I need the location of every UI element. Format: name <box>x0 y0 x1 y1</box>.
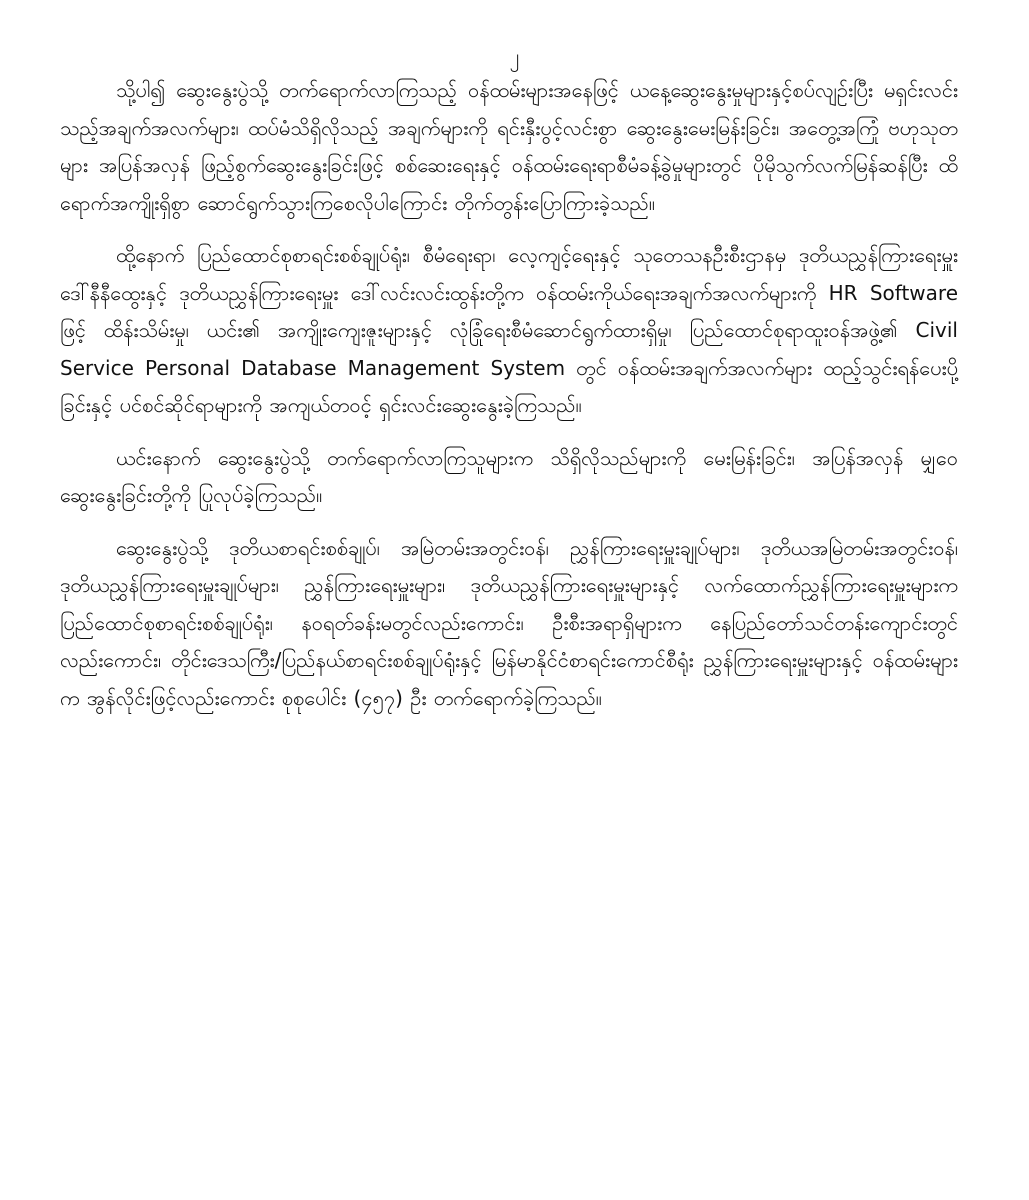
paragraph-4: ဆွေးနွေးပွဲသို့ ဒုတိယစာရင်းစစ်ချုပ်၊ အမြဲတမ်းအတွင်းဝန်၊ ညွှန်ကြားရေးမှူးချုပ်များ၊ ဒုတိယအမြဲတမ်းအတွင်းဝန်၊ ဒုတိယညွှန်ကြားရေးမှူးချုပ်များ၊ ညွှန်ကြားရေးမှူးများ၊ ဒုတိယညွှန်ကြားရေးမှူးများနှင့် လက်ထောက်ညွှန်ကြားရေးမှူးများက ပြည်ထောင်စုစာရင်းစစ်ချုပ်ရုံး၊ နဝရတ်ခန်းမတွင်လည်းကောင်း၊ ဦးစီးအရာရှိများက နေပြည်တော်သင်တန်းကျောင်းတွင်လည်းကောင်း၊ တိုင်းဒေသကြီး/ပြည်နယ်စာရင်းစစ်ချုပ်ရုံးနှင့် မြန်မာနိုင်ငံစာရင်းကောင်စီရုံး ညွှန်ကြားရေးမှူးများနှင့် ဝန်ထမ်းများက အွန်လိုင်းဖြင့်လည်းကောင်း စုစုပေါင်း (၄၅၇) ဦး တက်ရောက်ခဲ့ကြသည်။ <box>60 535 958 710</box>
body-text <box>60 72 958 732</box>
paragraph-3: ယင်းနောက် ဆွေးနွေးပွဲသို့ တက်ရောက်လာကြသူများက သိရှိလိုသည်များကို မေးမြန်းခြင်း၊ အပြန်အလှန် မျှဝေဆွေးနွေးခြင်းတို့ကို ပြုလုပ်ခဲ့ကြသည်။ <box>60 445 958 507</box>
paragraph-1: သို့ပါ၍ ဆွေးနွေးပွဲသို့ တက်ရောက်လာကြသည့် ဝန်ထမ်းများအနေဖြင့် ယနေ့ဆွေးနွေးမှုများနှင့်စပ်လျဉ်းပြီး မရှင်းလင်းသည့်အချက်အလက်များ၊ ထပ်မံသိရှိလိုသည့် အချက်များကို ရင်းနှီးပွင့်လင်းစွာ ဆွေးနွေးမေးမြန်းခြင်း၊ အတွေ့အကြုံ ဗဟုသုတများ အပြန်အလှန် ဖြည့်စွက်ဆွေးနွေးခြင်းဖြင့် စစ်ဆေးရေးနှင့် ဝန်ထမ်းရေးရာစီမံခန့်ခွဲမှုများတွင် ပိုမိုသွက်လက်မြန်ဆန်ပြီး ထိရောက်အကျိုးရှိစွာ ဆောင်ရွက်သွားကြစေလိုပါကြောင်း တိုက်တွန်းပြောကြားခဲ့သည်။ <box>60 78 958 215</box>
paragraph-2: ထို့နောက် ပြည်ထောင်စုစာရင်းစစ်ချုပ်ရုံး၊ စီမံရေးရာ၊ လေ့ကျင့်ရေးနှင့် သုတေသနဦးစီးဌာနမှ ဒုတိယညွှန်ကြားရေးမှူး ဒေါ်နီနီထွေးနှင့် ဒုတိယညွှန်ကြားရေးမှူး ဒေါ်လင်းလင်းထွန်းတို့က ဝန်ထမ်းကိုယ်ရေးအချက်အလက်များကို HR Software ဖြင့် ထိန်းသိမ်းမှု၊ ယင်း၏ အကျိုးကျေးဇူးများနှင့် လုံခြုံရေးစီမံဆောင်ရွက်ထားရှိမှု၊ ပြည်ထောင်စုရာထူးဝန်အဖွဲ့၏ Civil Service Personal Database Management System တွင် ဝန်ထမ်းအချက်အလက်များ ထည့်သွင်းရန်ပေးပို့ခြင်းနှင့် ပင်စင်ဆိုင်ရာများကို အကျယ်တဝင့် ရှင်းလင်းဆွေးနွေးခဲ့ကြသည်။ <box>60 243 958 417</box>
page-number: ၂ <box>509 44 520 68</box>
